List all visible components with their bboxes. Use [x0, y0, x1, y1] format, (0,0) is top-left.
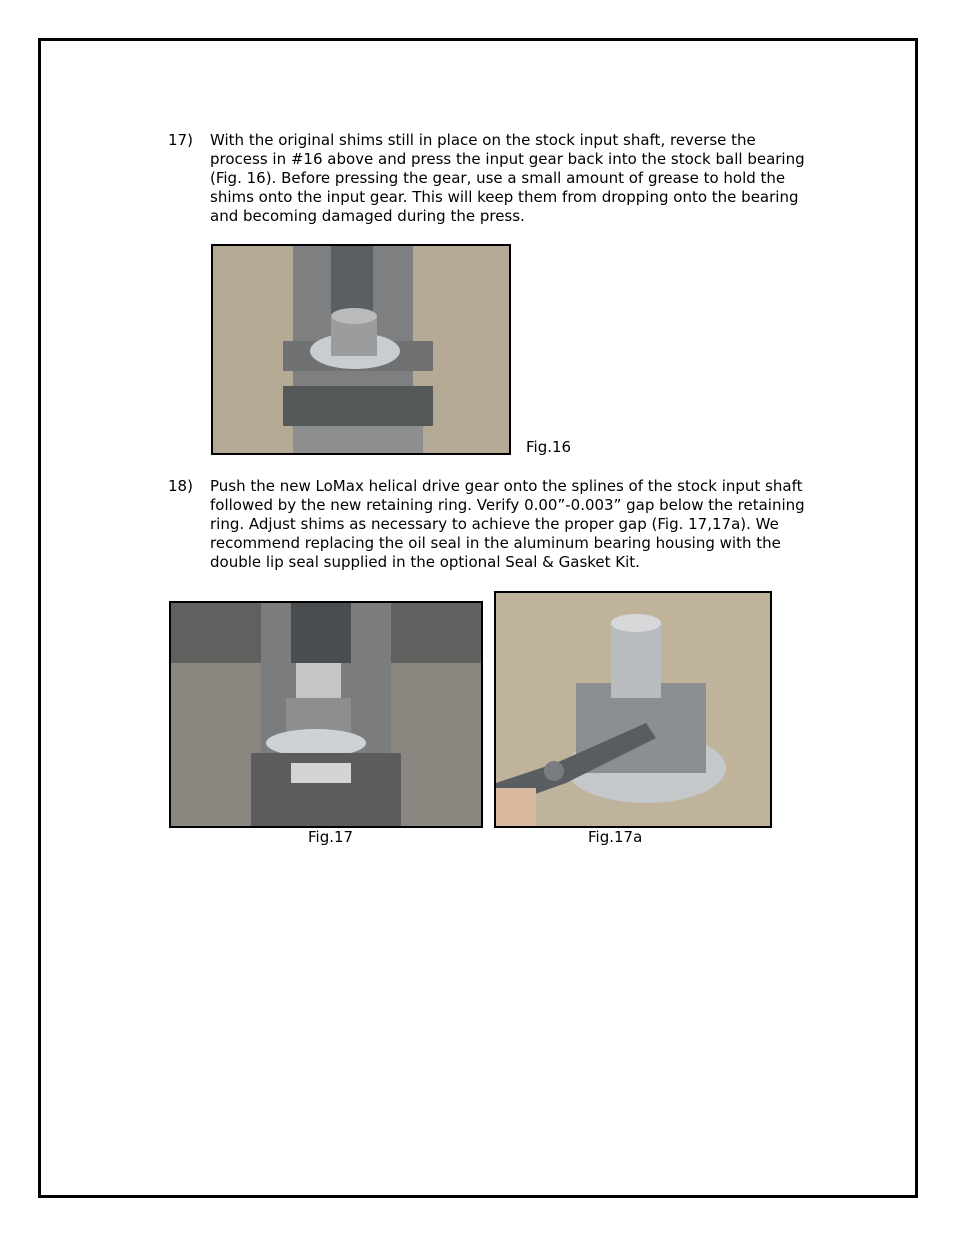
- fig17a-caption: Fig.17a: [588, 828, 643, 846]
- step-text: With the original shims still in place on the stock input shaft, reverse the process in #16 above and press the input gear back into the stock ball bearing (Fig. 16). Before pressing the gear, use a small amount of grease to hold the shims onto the input gear. This will keep them from dropping onto the bearing and becoming damaged during the press.: [210, 131, 805, 225]
- step-number: 18): [168, 477, 193, 495]
- fig17-caption: Fig.17: [308, 828, 354, 846]
- step-18: [168, 477, 818, 572]
- fig16-caption: Fig.16: [526, 438, 572, 456]
- step-17: [168, 131, 818, 226]
- step-text: Push the new LoMax helical drive gear onto the splines of the stock input shaft followed by the new retaining ring. Verify 0.00”-0.003” gap below the retaining ring. Adjust shims as necessary to achieve the proper gap (Fig. 17,17a). We recommend replacing the oil seal in the aluminum bearing housing with the double lip seal supplied in the optional Seal & Gasket Kit.: [210, 477, 805, 571]
- fig16-photo: [211, 244, 511, 455]
- step-number: 17): [168, 131, 193, 149]
- fig17-photo: [169, 601, 483, 828]
- fig17a-photo: [494, 591, 772, 828]
